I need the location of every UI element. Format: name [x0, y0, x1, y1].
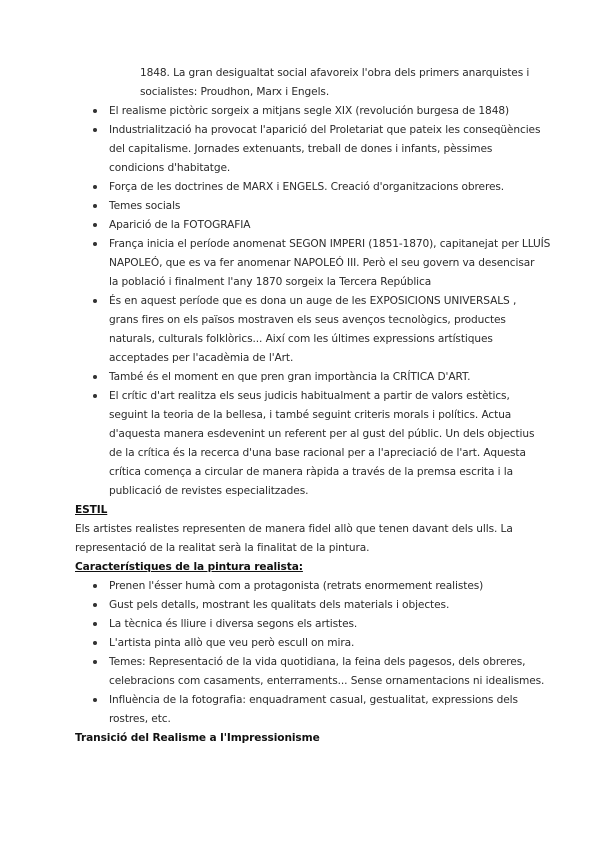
bullet-text: L'artista pinta allò que veu però escull on mira. — [109, 637, 355, 649]
bullet-text: grans fires on els països mostraven els seus avenços tecnològics, productes — [109, 314, 506, 326]
bullet-text: Aparició de la FOTOGRAFIA — [109, 219, 251, 231]
bullet-text: rostres, etc. — [109, 713, 171, 725]
intro-line: 1848. La gran desigualtat social afavoreix l'obra dels primers anarquistes i — [140, 67, 530, 79]
bullet-icon — [93, 641, 97, 645]
bullet-text: publicació de revistes especialitzades. — [109, 485, 309, 497]
bullet-text: El realisme pictòric sorgeix a mitjans segle XIX (revolución burgesa de 1848) — [109, 105, 510, 117]
bullet-text: Temes: Representació de la vida quotidiana, la feina dels pagesos, dels obreres, — [109, 656, 526, 668]
context-bullet-list — [0, 102, 600, 501]
bullet-item-temes-socials — [0, 197, 600, 216]
bullet-text: Influència de la fotografia: enquadrament casual, gestualitat, expressions dels — [109, 694, 518, 706]
bullet-text: Prenen l'ésser humà com a protagonista (retrats enormement realistes) — [109, 580, 484, 592]
bullet-text: Força de les doctrines de MARX i ENGELS. Creació d'organitzacions obreres. — [109, 181, 505, 193]
intro-paragraph — [0, 64, 600, 102]
bullet-icon — [93, 185, 97, 189]
section-heading-estil: ESTIL — [75, 504, 108, 516]
bullet-text: És en aquest període que es dona un auge de les EXPOSICIONS UNIVERSALS , — [109, 295, 517, 307]
bullet-text: crítica comença a circular de manera ràpida a través de la premsa escrita i la — [109, 466, 513, 478]
bullet-icon — [93, 299, 97, 303]
bullet-item-artista — [0, 634, 600, 653]
bullet-text: França inicia el període anomenat SEGON IMPERI (1851-1870), capitanejat per LLUÍS — [109, 238, 551, 250]
bullet-text: naturals, culturals folklòrics... Així com les últimes expressions artístiques — [109, 333, 493, 345]
section-heading-transicio: Transició del Realisme a l'Impressionisme — [75, 732, 320, 744]
bullet-item-influencia-fotografia — [0, 691, 600, 729]
bullet-item-temes — [0, 653, 600, 691]
bullet-text: Temes socials — [109, 200, 181, 212]
bullet-text: seguint la teoria de la bellesa, i també seguint criteris morals i polítics. Actua — [109, 409, 512, 421]
bullet-text: La tècnica és lliure i diversa segons els artistes. — [109, 618, 358, 630]
bullet-text: d'aquesta manera esdevenint un referent per al gust del públic. Un dels objectius — [109, 428, 535, 440]
bullet-item-marx-engels — [0, 178, 600, 197]
bullet-icon — [93, 109, 97, 113]
bullet-text: la població i finalment l'any 1870 sorgeix la Tercera República — [109, 276, 432, 288]
paragraph-line: Els artistes realistes representen de manera fidel allò que tenen davant dels ulls. La — [75, 523, 513, 535]
bullet-text: celebracions com casaments, enterraments... Sense ornamentacions ni idealismes. — [109, 675, 545, 687]
bullet-icon — [93, 204, 97, 208]
bullet-icon — [93, 242, 97, 246]
bullet-item-detalls — [0, 596, 600, 615]
bullet-text: Industrialització ha provocat l'aparició del Proletariat que pateix les conseqüències — [109, 124, 541, 136]
bullet-icon — [93, 622, 97, 626]
characteristics-bullet-list — [0, 577, 600, 729]
bullet-text: acceptades per l'acadèmia de l'Art. — [109, 352, 294, 364]
bullet-icon — [93, 660, 97, 664]
bullet-item-realisme — [0, 102, 600, 121]
bullet-item-critica-art — [0, 368, 600, 387]
bullet-text: de la crítica és la recerca d'una base racional per a l'apreciació de l'art. Aquesta — [109, 447, 526, 459]
document-content — [0, 64, 600, 748]
paragraph-line: representació de la realitat serà la finalitat de la pintura. — [75, 542, 370, 554]
bullet-text: del capitalisme. Jornades extenuants, treball de dones i infants, pèssimes — [109, 143, 493, 155]
bullet-item-fotografia — [0, 216, 600, 235]
bullet-icon — [93, 223, 97, 227]
bullet-icon — [93, 375, 97, 379]
bullet-text: condicions d'habitatge. — [109, 162, 231, 174]
bullet-text: També és el moment en que pren gran importància la CRÍTICA D'ART. — [109, 371, 471, 383]
bullet-icon — [93, 394, 97, 398]
bullet-item-industrialitzacio — [0, 121, 600, 178]
bullet-icon — [93, 128, 97, 132]
bullet-item-exposicions — [0, 292, 600, 368]
bullet-text: El crític d'art realitza els seus judicis habitualment a partir de valors estètics, — [109, 390, 510, 402]
section-heading-caracteristiques: Característiques de la pintura realista: — [75, 561, 303, 573]
bullet-text: Gust pels detalls, mostrant les qualitats dels materials i objectes. — [109, 599, 450, 611]
bullet-item-segon-imperi — [0, 235, 600, 292]
bullet-text: NAPOLEÓ, que es va fer anomenar NAPOLEÓ III. Però el seu govern va desencisar — [109, 257, 535, 269]
bullet-item-tecnica — [0, 615, 600, 634]
bullet-icon — [93, 584, 97, 588]
bullet-icon — [93, 698, 97, 702]
intro-line: socialistes: Proudhon, Marx i Engels. — [140, 86, 330, 98]
bullet-icon — [93, 603, 97, 607]
estil-paragraph — [0, 520, 600, 558]
bullet-item-critic-art — [0, 387, 600, 501]
bullet-item-esser-huma — [0, 577, 600, 596]
